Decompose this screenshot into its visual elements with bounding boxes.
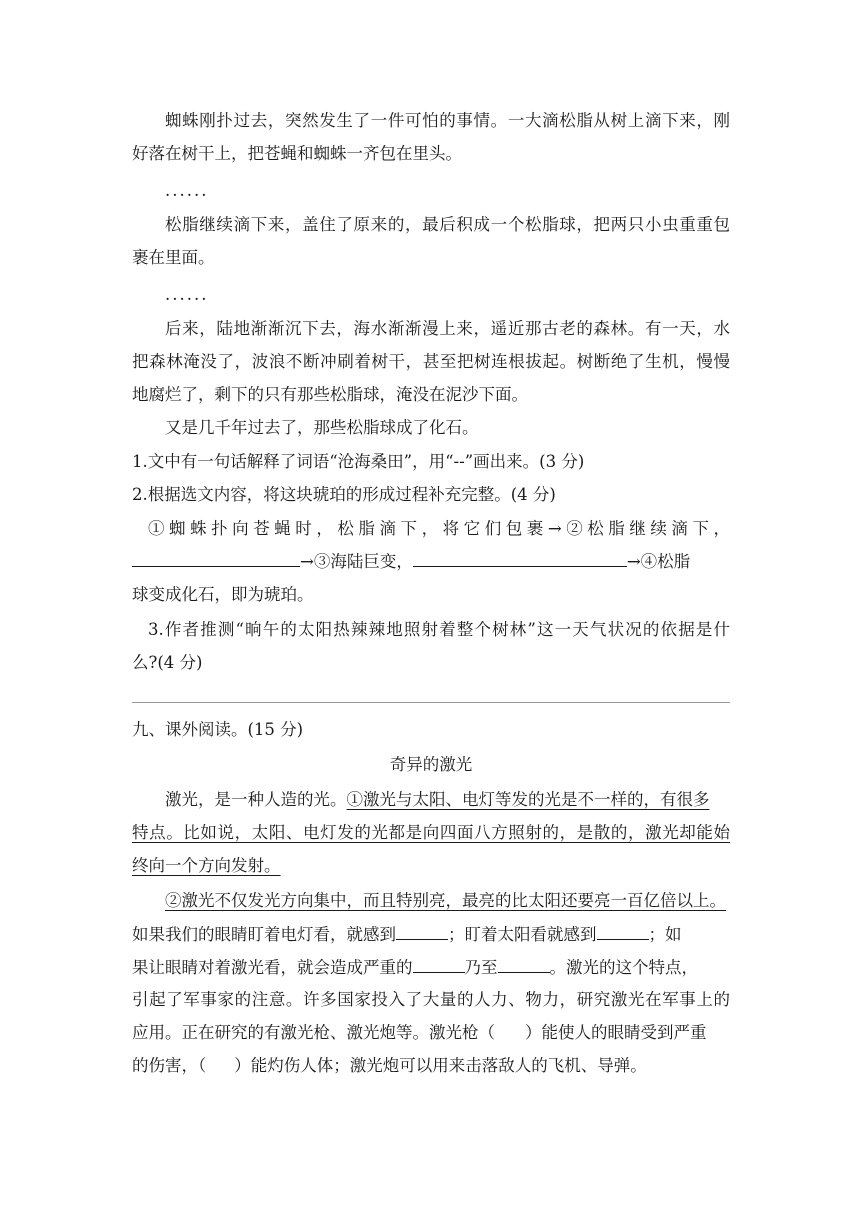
text-segment: 。激光的这个特点，	[549, 958, 698, 977]
question-3-line1: 3.作者推测“晌午的太阳热辣辣地照射着整个树林”这一天气状况的依据是什	[148, 620, 730, 639]
article-p1-line1	[165, 789, 730, 811]
article-p1-line3	[132, 855, 730, 877]
question-1: 1.文中有一句话解释了词语“沧海桑田”，用“--”画出来。(3 分)	[132, 452, 585, 471]
answer-blank[interactable]	[413, 550, 627, 567]
text-segment: ）能灼伤人体；激光炮可以用来击落敌人的飞机、导弹。	[234, 1056, 647, 1075]
section-divider	[132, 702, 730, 703]
text-segment: 应用。正在研究的有激光枪、激光炮等。激光枪（	[132, 1023, 495, 1042]
passage-p2-line2: 裹在里面。	[132, 248, 215, 267]
section-9-heading: 九、课外阅读。(15 分)	[132, 720, 304, 739]
ellipsis-2: ......	[165, 285, 209, 304]
question-2-end: →④松脂	[626, 552, 691, 571]
text-segment: ；盯着太阳看就感到	[448, 925, 597, 944]
article-p2-line2	[132, 923, 730, 946]
question-3-line2: 么?(4 分)	[132, 653, 203, 672]
question-2-line2	[132, 550, 730, 573]
article-p2-line5	[132, 1022, 730, 1044]
answer-blank[interactable]	[396, 923, 448, 940]
passage-p3-line2: 把森林淹没了，波浪不断冲刷着树干，甚至把树连根拔起。树断绝了生机，慢慢	[132, 352, 730, 371]
article-p2-line4: 引起了军事家的注意。许多国家投入了大量的人力、物力，研究激光在军事上的	[132, 990, 730, 1009]
underlined-sentence-1: ①激光与太阳、电灯等发的光是不一样的，有很多	[346, 790, 710, 809]
passage-p4: 又是几千年过去了，那些松脂球成了化石。	[165, 418, 479, 437]
article-p1-line2	[132, 822, 730, 844]
text-segment: 如果我们的眼睛盯着电灯看，就感到	[132, 925, 396, 944]
article-p2-line3	[132, 956, 730, 979]
answer-blank[interactable]	[498, 956, 550, 973]
question-2-line3: 球变成化石，即为琥珀。	[132, 585, 314, 604]
answer-blank[interactable]	[132, 550, 300, 567]
underlined-sentence-2: ②激光不仅发光方向集中，而且特别亮，最亮的比太阳还要亮一百亿倍以上。	[165, 891, 726, 910]
underlined-sentence-1-end: 终向一个方向发射。	[132, 856, 281, 875]
article-p2-line1	[165, 890, 730, 912]
article-p1-start: 激光，是一种人造的光。	[165, 790, 347, 809]
question-2: 2.根据选文内容，将这块琥珀的形成过程补充完整。(4 分)	[132, 485, 556, 504]
passage-p3-line1: 后来，陆地渐渐沉下去，海水渐渐漫上来，遥近那古老的森林。有一天，水	[165, 319, 730, 338]
passage-p1-line2: 好落在树干上，把苍蝇和蜘蛛一齐包在里头。	[132, 144, 462, 163]
text-segment: 的伤害，（	[132, 1056, 207, 1075]
article-title: 奇异的激光	[389, 755, 473, 774]
answer-blank[interactable]	[413, 956, 465, 973]
text-segment: ）能使人的眼睛受到严重	[525, 1023, 707, 1042]
question-2-mid: →③海陆巨变，	[300, 552, 413, 571]
passage-p2-line1: 松脂继续滴下来，盖住了原来的，最后积成一个松脂球，把两只小虫重重包	[165, 215, 730, 234]
answer-blank[interactable]	[597, 923, 649, 940]
text-segment: ；如	[648, 925, 682, 944]
passage-p1-line1: 蜘蛛刚扑过去，突然发生了一件可怕的事情。一大滴松脂从树上滴下来，刚	[165, 111, 730, 130]
text-segment: 乃至	[464, 958, 498, 977]
ellipsis-1: ......	[165, 181, 209, 200]
article-p2-line6	[132, 1055, 730, 1077]
passage-p3-line3: 地腐烂了，剩下的只有那些松脂球，淹没在泥沙下面。	[132, 385, 528, 404]
underlined-sentence-1-cont: 特点。比如说，太阳、电灯发的光都是向四面八方照射的，是散的，激光却能始	[132, 823, 730, 842]
text-segment: 果让眼睛对着激光看，就会造成严重的	[132, 958, 413, 977]
question-2-line1: ①蜘蛛扑向苍蝇时，松脂滴下，将它们包裹→②松脂继续滴下，	[148, 519, 730, 538]
